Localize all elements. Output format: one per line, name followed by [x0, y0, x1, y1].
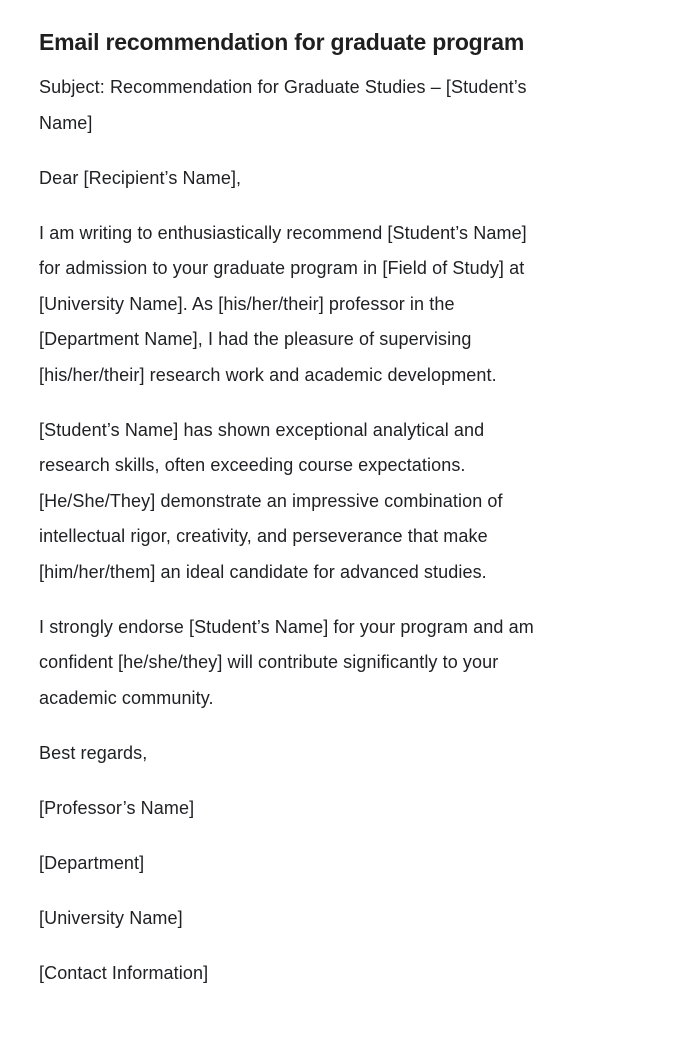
letter-body [39, 70, 680, 991]
paragraph: I strongly endorse [Student’s Name] for your program and am confident [he/she/they] will contribute significantly to your academic community. [39, 616, 534, 708]
paragraph: [University Name] [39, 907, 183, 928]
paragraph: [Contact Information] [39, 962, 209, 983]
paragraph: I am writing to enthusiastically recommend [Student’s Name] for admission to your graduate program in [Field of Study] at [University Name]. As [his/her/their] professor in the [Department Name], I had the pleasure of supervising [his/her/their] research work and academic development. [39, 222, 527, 385]
page-title: Email recommendation for graduate program [39, 29, 525, 55]
paragraph: [Department] [39, 852, 145, 873]
paragraph: [Professor’s Name] [39, 797, 195, 818]
paragraph: Dear [Recipient’s Name], [39, 167, 242, 188]
paragraph: [Student’s Name] has shown exceptional analytical and research skills, often exceeding course expectations. [He/She/They] demonstrate an impressive combination of intellectual rigor, creativity, and perseverance that make [him/her/them] an ideal candidate for advanced studies. [39, 419, 503, 582]
paragraph: Best regards, [39, 742, 148, 763]
paragraph: Subject: Recommendation for Graduate Studies – [Student’s Name] [39, 77, 527, 133]
